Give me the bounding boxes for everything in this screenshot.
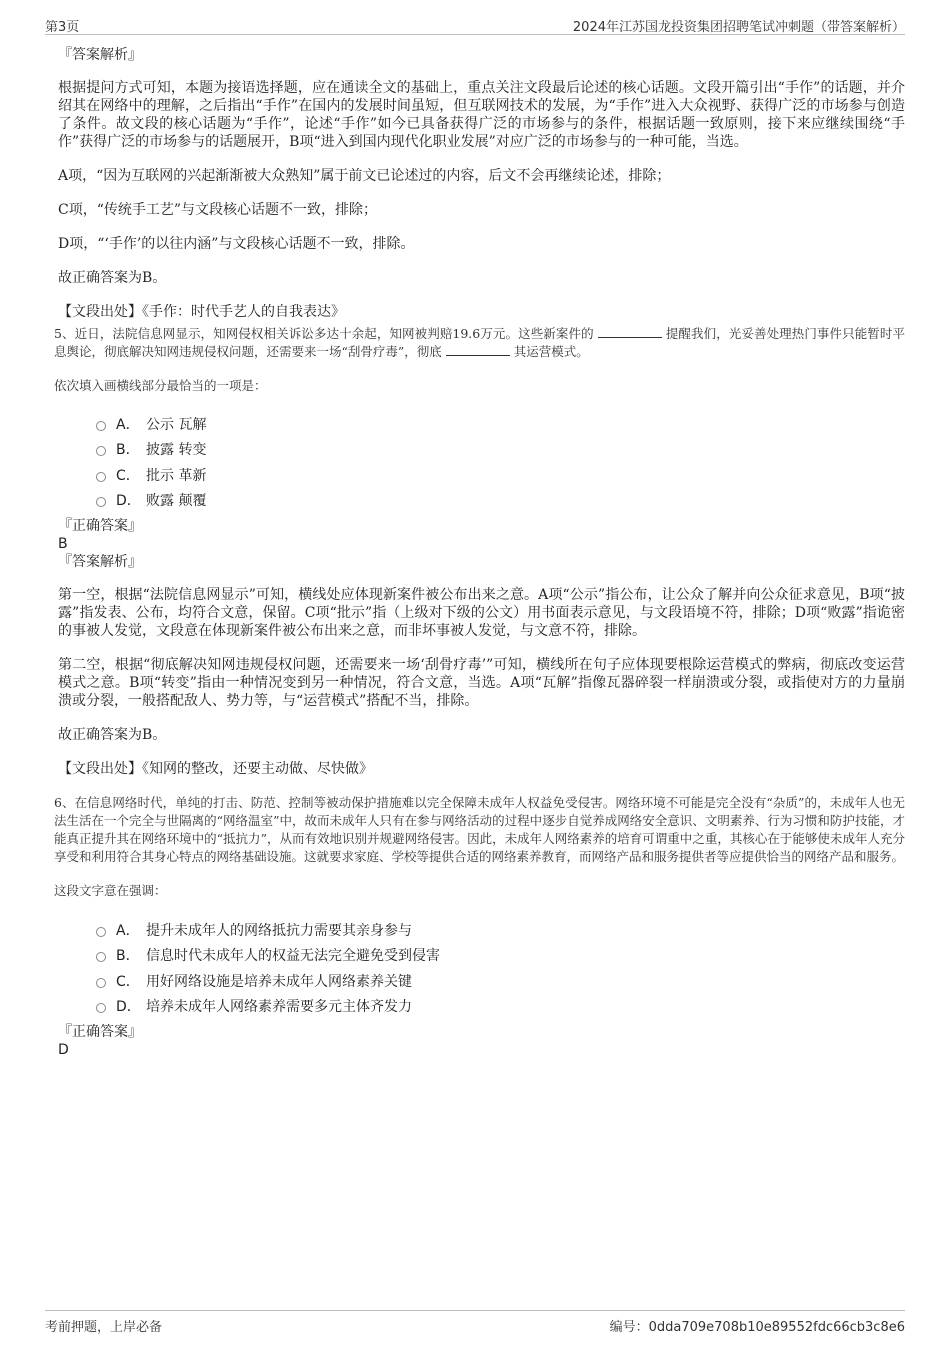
option-a[interactable]: A． 提升未成年人的网络抵抗力需要其亲身参与 — [96, 917, 905, 943]
correct-answer-value: D — [58, 1042, 69, 1058]
question-5-options — [96, 411, 905, 513]
fill-blank — [446, 343, 510, 356]
question-6-stem: 6、在信息网络时代，单纯的打击、防范、控制等被动保护措施难以完全保障未成年人权益免受侵害。网络环境不可能是完全没有“杂质”的，未成年人也无法生活在一个完全与世隔离的“网络温室”中，故而未成年人只有在参与网络活动的过程中逐步自觉养成网络安全意识、文明素养、行为习惯和防护技能，才能真正提升其在网络环境中的“抵抗力”，从而有效地识别并规避网络侵害。因此，未成年人网络素养的培育可谓重中之重，其核心在于能够使未成年人充分享受和利用符合其身心特点的网络基础设施。这就要求家庭、学校等提供合适的网络素养教育，而网络产品和服务提供者等应提供恰当的网络产品和服务。 — [54, 795, 905, 864]
option-text: 公示 瓦解 — [146, 416, 207, 433]
option-text: 披露 转变 — [146, 442, 207, 459]
analysis-paragraph-2: 第二空，根据“彻底解决知网违规侵权问题，还需要来一场‘刮骨疗毒’”可知，横线所在句子应体现要根除运营模式的弊病，彻底改变运营模式之意。B项“转变”指由一种情况变到另一种情况，符合文意，当选。A项“瓦解”指像瓦器碎裂一样崩溃或分裂，或指使对方的力量崩溃或分裂，一般搭配敌人、势力等，与“运营模式”搭配不当，排除。 — [58, 657, 905, 709]
passage-source: 【文段出处】《手作：时代手艺人的自我表达》 — [58, 304, 345, 320]
analysis-paragraph: 根据提问方式可知，本题为接语选择题，应在通读全文的基础上，重点关注文段最后论述的核心话题。文段开篇引出“手作”的话题，并介绍其在网络中的理解，之后指出“手作”在国内的发展时间虽短，但互联网技术的发展，为“手作”进入大众视野、获得广泛的市场参与创造了条件。故文段的核心话题为“手作”，论述“手作”如今已具备获得广泛的市场参与的条件，根据话题一致原则，接下来应继续围绕“手作”获得广泛的市场参与的话题展开，B项“进入到国内现代化职业发展”对应广泛的市场参与的一种可能，当选。 — [58, 80, 905, 150]
analysis-option-d: D项，“‘手作’的以往内涵”与文段核心话题不一致，排除。 — [58, 236, 415, 252]
option-text: 用好网络设施是培养未成年人网络素养关键 — [146, 973, 412, 990]
analysis-conclusion: 故正确答案为B。 — [58, 270, 167, 286]
option-b[interactable]: B． 信息时代未成年人的权益无法完全避免受到侵害 — [96, 943, 905, 969]
radio-icon[interactable] — [96, 421, 106, 431]
fill-blank — [598, 325, 662, 338]
question-6-prompt: 这段文字意在强调： — [54, 883, 167, 898]
option-a[interactable]: A． 公示 瓦解 — [96, 411, 905, 437]
radio-icon[interactable] — [96, 952, 106, 962]
page-content — [56, 46, 905, 1059]
option-text: 败露 颠覆 — [146, 493, 207, 510]
analysis-conclusion: 故正确答案为B。 — [58, 727, 167, 743]
option-c[interactable]: C． 批示 革新 — [96, 462, 905, 488]
document-title: 2024年江苏国龙投资集团招聘笔试冲刺题（带答案解析） — [572, 20, 905, 35]
option-text: 提升未成年人的网络抵抗力需要其亲身参与 — [146, 922, 412, 939]
passage-source: 【文段出处】《知网的整改，还要主动做、尽快做》 — [58, 761, 373, 777]
correct-answer-label: 『正确答案』 — [58, 1024, 142, 1040]
page-footer — [45, 1310, 905, 1333]
option-text: 批示 革新 — [146, 467, 207, 484]
option-d[interactable]: D． 培养未成年人网络素养需要多元主体齐发力 — [96, 994, 905, 1020]
option-text: 信息时代未成年人的权益无法完全避免受到侵害 — [146, 948, 440, 965]
radio-icon[interactable] — [96, 497, 106, 507]
radio-icon[interactable] — [96, 978, 106, 988]
analysis-label: 『答案解析』 — [58, 554, 142, 570]
radio-icon[interactable] — [96, 472, 106, 482]
option-d[interactable]: D． 败露 颠覆 — [96, 488, 905, 514]
analysis-label: 『答案解析』 — [58, 47, 142, 63]
radio-icon[interactable] — [96, 927, 106, 937]
page-header — [45, 14, 905, 35]
analysis-paragraph-1: 第一空，根据“法院信息网显示”可知，横线处应体现新案件被公布出来之意。A项“公示”指公布，让公众了解并向公众征求意见，B项“披露”指发表、公布，均符合文意，保留。C项“批示”指（上级对下级的公文）用书面表示意见，与文段语境不符，排除；D项“败露”指诡密的事被人发觉，文段意在体现新案件被公布出来之意，而非坏事被人发觉，与文意不符，排除。 — [58, 587, 905, 639]
page-number: 第3页 — [45, 20, 80, 35]
question-5-prompt: 依次填入画横线部分最恰当的一项是： — [54, 378, 267, 393]
radio-icon[interactable] — [96, 446, 106, 456]
document-serial: 编号：0dda709e708b10e89552fdc66cb3c8e6 — [609, 1320, 905, 1335]
question-6-options — [96, 917, 905, 1019]
radio-icon[interactable] — [96, 1003, 106, 1013]
correct-answer-value: B — [58, 536, 68, 552]
analysis-option-a: A项，“因为互联网的兴起渐渐被大众熟知”属于前文已论述过的内容，后文不会再继续论述，排除； — [58, 168, 671, 184]
option-text: 培养未成年人网络素养需要多元主体齐发力 — [146, 999, 412, 1016]
option-c[interactable]: C． 用好网络设施是培养未成年人网络素养关键 — [96, 968, 905, 994]
question-5-stem: 5、近日，法院信息网显示，知网侵权相关诉讼多达十余起，知网被判赔19.6万元。这些新案件的 提醒我们，光妥善处理热门事件只能暂时平息舆论，彻底解决知网违规侵权问题，还需要来一场“刮骨疗毒”，彻底 其运营模式。 — [54, 326, 905, 359]
analysis-option-c: C项，“传统手工艺”与文段核心话题不一致，排除； — [58, 202, 378, 218]
option-b[interactable]: B． 披露 转变 — [96, 437, 905, 463]
correct-answer-label: 『正确答案』 — [58, 518, 142, 534]
footer-slogan: 考前押题，上岸必备 — [45, 1320, 163, 1335]
